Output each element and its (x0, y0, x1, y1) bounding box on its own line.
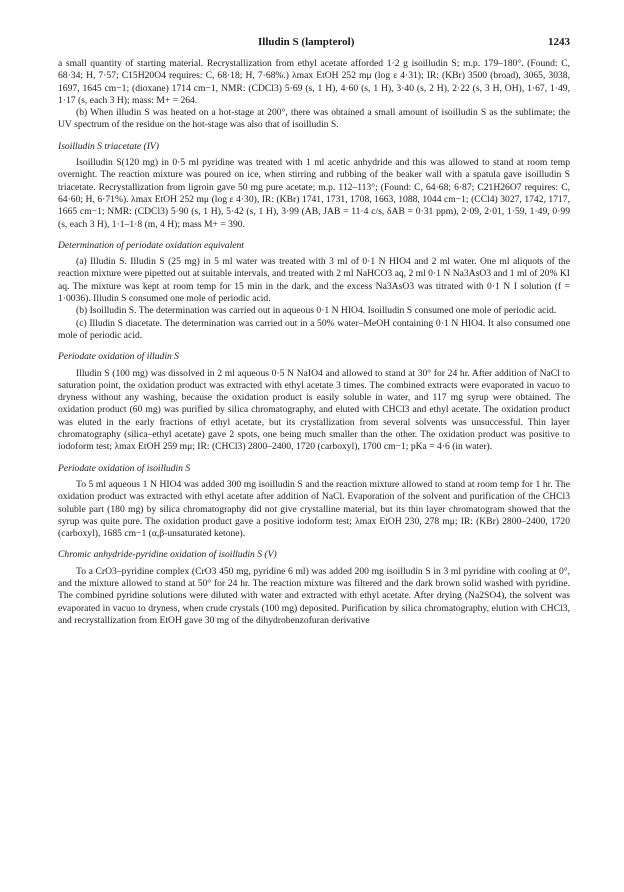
section-heading-periodate-equivalent: Determination of periodate oxidation equivalent (58, 239, 244, 251)
paragraph-hot-stage: (b) When illudin S was heated on a hot-stage at 200°, there was obtained a small amount of isoilludin S as the sublimate; the UV spectrum of the residue on the hot-stage was also that of isoilludin S. (58, 107, 570, 131)
section-heading-periodate-isoilludin: Periodate oxidation of isoilludin S (58, 462, 191, 474)
section-heading-periodate-illudin: Periodate oxidation of illudin S (58, 351, 179, 363)
paragraph-chromic-oxidation: To a CrO3–pyridine complex (CrO3 450 mg, pyridine 6 ml) was added 200 mg isoilludin S in 3 ml pyridine with cooling at 0°, and the mixture allowed to stand at 50° for 24 hr. The reaction mixture was filtered and the dark brown solid washed with pyridine. The combined pyridine solutions were diluted with water and extracted with ethyl acetate. After drying (Na2SO4), the solvent was evaporated in vacuo to dryness, when crude crystals (100 mg) deposited. Purification by silica chromatography, elution with CHCl3, and recrystallization from EtOH gave 30 mg of the dihydrobenzofuran derivative (58, 565, 570, 626)
section-heading-chromic-oxidation: Chromic anhydride-pyridine oxidation of isoilludin S (V) (58, 549, 277, 561)
paragraph-diacetate: (c) Illudin S diacetate. The determination was carried out in a 50% water–MeOH containing 0·1 N HIO4. It also consumed one mole of periodic acid. (58, 317, 570, 341)
paragraph-triacetate: Isoilludin S(120 mg) in 0·5 ml pyridine was treated with 1 ml acetic anhydride and this was allowed to stand at room temp overnight. The reaction mixture was poured on ice, when stirring and rubbing of the beaker wall with a spatula gave isoilludin S triacetate. Recrystallization from ligroin gave 50 mg pure acetate; m.p. 112–113°; (Found: C, 64·68; 6·87; C21H26O7 requires: C, 64·60; H, 6·71%). λmax EtOH 252 mμ (log ε 4·30), IR: (KBr) 1741, 1731, 1708, 1663, 1088, 1044 cm−1; (CCl4) 3027, 1742, 1717, 1665 cm−1; NMR: (CDCl3) 5·90 (s, 1 H), 5·42 (s, 1 H), 3·99 (AB, JAB = 11·4 c/s, δAB = 0·31 ppm), 2·09, 2·01, 1·59, 1·49, 0·99 (s, each 3 H), 1·1–1·8 (m, 4 H); mass M+ = 390. (58, 157, 570, 230)
paragraph-periodate-isoilludin: To 5 ml aqueous 1 N HIO4 was added 300 mg isoilludin S and the reaction mixture allowed to stand at room temp for 1 hr. The oxidation product was extracted with ethyl acetate after addition of NaCl. Evaporation of the solvent and purification of the CHCl3 soluble part (180 mg) by silica chromatography did not give crystalline material, but its thin layer chromatogram showed that the syrup was quite pure. The oxidation product gave a positive iodoform test; λmax EtOH 230, 278 mμ; IR: (KBr) 2800–2400, 1720 (carboxyl), 1685 cm−1 (α,β-unsaturated ketone). (58, 478, 570, 540)
paragraph-illudin-s: (a) Illudin S. Illudin S (25 mg) in 5 ml water was treated with 3 ml of 0·1 N HIO4 and 2 ml water. One ml aliquots of the reaction mixture were pipetted out at suitable intervals, and treated with 2 ml NaHCO3 aq, 2 ml 0·1 N Na3AsO3 and 1 ml of 20% KI aq. The mixture was kept at room temp for 15 min in the dark, and the excess Na3AsO3 was titrated with 0·1 N I solution (f = 1·0036). Illudin S consumed one mole of periodic acid. (58, 256, 570, 305)
paragraph-isoilludin-s: (b) Isoilludin S. The determination was carried out in aqueous 0·1 N HIO4. Isoilludin S consumed one mole of periodic acid. (76, 305, 557, 317)
paragraph-periodate-illudin: Illudin S (100 mg) was dissolved in 2 ml aqueous 0·5 N NaIO4 and allowed to stand at 30° for 24 hr. After addition of NaCl to saturation point, the oxidation product was extracted with ethyl acetate 3 times. The combined extracts were evaporated in vacuo to dryness without any washing, because the oxidation product is easily soluble in water, and 117 mg syrup were obtained. The oxidation product (60 mg) was purified by silica chromatography, and eluted with CHCl3 and ethyl acetate. The oxidation product was eluted in the early fractions of ethyl acetate, but its crystallization from several solvents was unsuccessful. Thin layer chromatography (silica–ethyl acetate) gave 2 spots, one being much smaller than the other. The oxidation product was positive to iodoform test; λmax EtOH 259 mμ; IR: (CHCl3) 2800–2400, 1720 (carboxyl), 1700 cm−1; pKa = 4·6 (in water). (58, 367, 570, 453)
running-title: Illudin S (lampterol) (258, 36, 355, 48)
page-number: 1243 (548, 36, 570, 48)
article-body (58, 58, 570, 627)
running-header (258, 36, 570, 48)
paragraph-continuation: a small quantity of starting material. Recrystallization from ethyl acetate afforded 1·2 g isoilludin S; m.p. 179–180°. (Found: C, 68·34; H, 7·57; C15H20O4 requires: C, 68·18; H, 7·68%.) λmax EtOH 252 mμ (log ε 4·31); IR: (KBr) 3500 (broad), 3065, 3038, 1697, 1645 cm−1; (dioxane) 1714 cm−1, NMR: (CDCl3) 5·69 (s, 1 H), 4·60 (s, 1 H), 3·40 (s, 2 H), 2·22 (s, 3 H, OH), 1·67, 1·49, 1·17 (s, each 3 H); mass: M+ = 264. (58, 58, 570, 106)
section-heading-triacetate: Isoilludin S triacetate (IV) (58, 140, 159, 152)
